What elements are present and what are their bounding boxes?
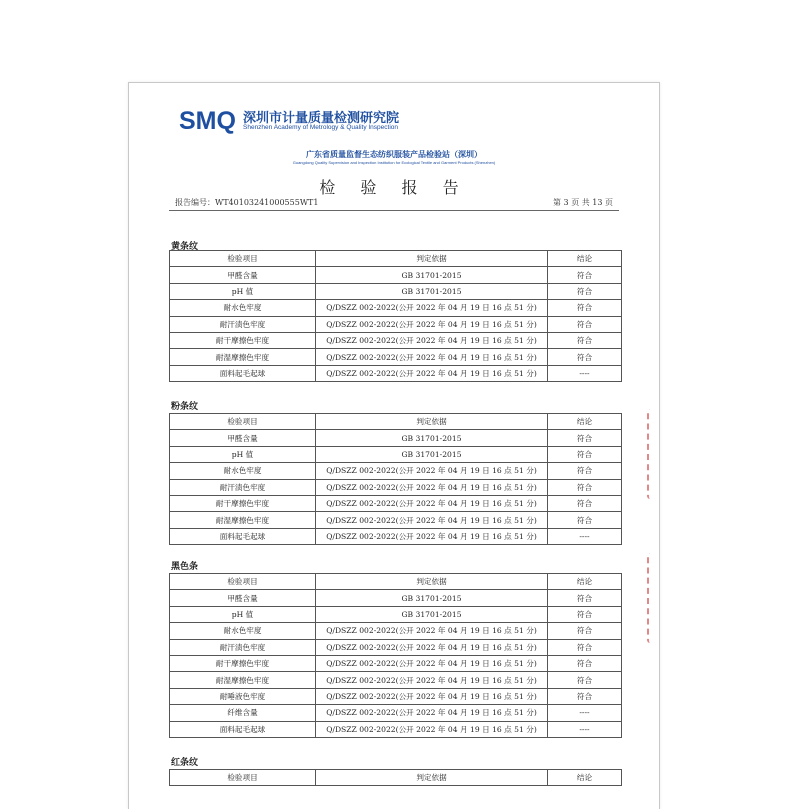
conclusion-cell: 符合 [548, 283, 622, 299]
item-cell: pH 值 [170, 446, 316, 462]
basis-cell: GB 31701-2015 [316, 283, 548, 299]
section-title: 红条纹 [171, 758, 199, 768]
item-cell: 耐汗渍色牢度 [170, 639, 316, 655]
report-number: 报告编号：WT40103241000555WT1 [175, 198, 319, 207]
column-header: 检验项目 [170, 574, 316, 590]
column-header: 判定依据 [316, 251, 548, 267]
basis-cell: Q/DSZZ 002-2022(公开 2022 年 04 月 19 日 16 点 51 分) [316, 495, 548, 511]
conclusion-cell: ---- [548, 365, 622, 381]
conclusion-cell: 符合 [548, 463, 622, 479]
table-row [170, 267, 622, 283]
conclusion-cell: 符合 [548, 479, 622, 495]
table-row [170, 349, 622, 365]
table-row [170, 332, 622, 348]
basis-cell: Q/DSZZ 002-2022(公开 2022 年 04 月 19 日 16 点 51 分) [316, 528, 548, 544]
page-info: 第 3 页 共 13 页 [553, 198, 613, 207]
table-row [170, 365, 622, 381]
table-row [170, 479, 622, 495]
conclusion-cell: 符合 [548, 672, 622, 688]
conclusion-cell: 符合 [548, 332, 622, 348]
basis-cell: GB 31701-2015 [316, 446, 548, 462]
column-header: 判定依据 [316, 770, 548, 786]
basis-cell: Q/DSZZ 002-2022(公开 2022 年 04 月 19 日 16 点 51 分) [316, 332, 548, 348]
basis-cell: GB 31701-2015 [316, 430, 548, 446]
report-page [128, 82, 660, 809]
basis-cell: GB 31701-2015 [316, 590, 548, 606]
header-divider [169, 210, 619, 211]
table-row [170, 300, 622, 316]
table-row [170, 463, 622, 479]
conclusion-cell: 符合 [548, 446, 622, 462]
table-row [170, 446, 622, 462]
basis-cell: Q/DSZZ 002-2022(公开 2022 年 04 月 19 日 16 点 51 分) [316, 623, 548, 639]
inspection-table [169, 413, 622, 545]
basis-cell: Q/DSZZ 002-2022(公开 2022 年 04 月 19 日 16 点 51 分) [316, 463, 548, 479]
table-header-row [170, 574, 622, 590]
column-header: 检验项目 [170, 251, 316, 267]
basis-cell: Q/DSZZ 002-2022(公开 2022 年 04 月 19 日 16 点 51 分) [316, 672, 548, 688]
conclusion-cell: 符合 [548, 623, 622, 639]
table-row [170, 512, 622, 528]
conclusion-cell: ---- [548, 705, 622, 721]
conclusion-cell: 符合 [548, 590, 622, 606]
item-cell: 耐湿摩擦色牢度 [170, 512, 316, 528]
item-cell: 耐汗渍色牢度 [170, 316, 316, 332]
column-header: 结论 [548, 414, 622, 430]
section-title: 黑色条 [171, 562, 199, 572]
column-header: 检验项目 [170, 770, 316, 786]
section-title: 黄条纹 [171, 242, 199, 252]
item-cell: 甲醛含量 [170, 590, 316, 606]
institution-name-en: Guangdong Quality Supervision and Inspection Institution for Ecological Textile and Garment Products (Shenzhen) [292, 160, 496, 165]
basis-cell: GB 31701-2015 [316, 267, 548, 283]
item-cell: 耐水色牢度 [170, 623, 316, 639]
conclusion-cell: 符合 [548, 349, 622, 365]
conclusion-cell: 符合 [548, 316, 622, 332]
table-row [170, 688, 622, 704]
conclusion-cell: 符合 [548, 688, 622, 704]
item-cell: pH 值 [170, 606, 316, 622]
table-header-row [170, 414, 622, 430]
basis-cell: Q/DSZZ 002-2022(公开 2022 年 04 月 19 日 16 点 51 分) [316, 512, 548, 528]
conclusion-cell: 符合 [548, 495, 622, 511]
column-header: 判定依据 [316, 414, 548, 430]
item-cell: 耐湿摩擦色牢度 [170, 349, 316, 365]
item-cell: 耐唾液色牢度 [170, 688, 316, 704]
basis-cell: Q/DSZZ 002-2022(公开 2022 年 04 月 19 日 16 点 51 分) [316, 300, 548, 316]
inspection-table [169, 573, 622, 738]
item-cell: 面料起毛起球 [170, 528, 316, 544]
item-cell: 耐干摩擦色牢度 [170, 495, 316, 511]
column-header: 结论 [548, 770, 622, 786]
basis-cell: GB 31701-2015 [316, 606, 548, 622]
table-row [170, 721, 622, 737]
item-cell: 耐水色牢度 [170, 463, 316, 479]
table-row [170, 606, 622, 622]
conclusion-cell: 符合 [548, 300, 622, 316]
table-row [170, 623, 622, 639]
basis-cell: Q/DSZZ 002-2022(公开 2022 年 04 月 19 日 16 点 51 分) [316, 688, 548, 704]
conclusion-cell: 符合 [548, 639, 622, 655]
seal-stamp-mark [647, 553, 663, 643]
inspection-table [169, 250, 622, 382]
item-cell: 纤维含量 [170, 705, 316, 721]
conclusion-cell: 符合 [548, 430, 622, 446]
item-cell: 耐湿摩擦色牢度 [170, 672, 316, 688]
conclusion-cell: 符合 [548, 606, 622, 622]
item-cell: 甲醛含量 [170, 430, 316, 446]
item-cell: 耐汗渍色牢度 [170, 479, 316, 495]
report-title: 检 验 报 告 [319, 178, 469, 197]
basis-cell: Q/DSZZ 002-2022(公开 2022 年 04 月 19 日 16 点 51 分) [316, 479, 548, 495]
basis-cell: Q/DSZZ 002-2022(公开 2022 年 04 月 19 日 16 点 51 分) [316, 349, 548, 365]
basis-cell: Q/DSZZ 002-2022(公开 2022 年 04 月 19 日 16 点 51 分) [316, 365, 548, 381]
seal-stamp-mark [647, 409, 663, 499]
table-row [170, 495, 622, 511]
conclusion-cell: 符合 [548, 512, 622, 528]
institution-name-cn: 广东省质量监督生态纺织服装产品检验站（深圳） [306, 150, 482, 159]
item-cell: pH 值 [170, 283, 316, 299]
column-header: 判定依据 [316, 574, 548, 590]
basis-cell: Q/DSZZ 002-2022(公开 2022 年 04 月 19 日 16 点 51 分) [316, 721, 548, 737]
column-header: 结论 [548, 574, 622, 590]
item-cell: 面料起毛起球 [170, 721, 316, 737]
section-title: 粉条纹 [171, 402, 199, 412]
table-row [170, 705, 622, 721]
column-header: 检验项目 [170, 414, 316, 430]
item-cell: 耐水色牢度 [170, 300, 316, 316]
basis-cell: Q/DSZZ 002-2022(公开 2022 年 04 月 19 日 16 点 51 分) [316, 639, 548, 655]
basis-cell: Q/DSZZ 002-2022(公开 2022 年 04 月 19 日 16 点 51 分) [316, 316, 548, 332]
logo-chinese-name: 深圳市计量质量检测研究院 [243, 111, 400, 126]
table-row [170, 590, 622, 606]
item-cell: 耐干摩擦色牢度 [170, 332, 316, 348]
table-row [170, 283, 622, 299]
item-cell: 面料起毛起球 [170, 365, 316, 381]
logo-mark: SMQ [179, 107, 236, 135]
table-row [170, 430, 622, 446]
table-row [170, 528, 622, 544]
table-row [170, 672, 622, 688]
table-row [170, 655, 622, 671]
table-row [170, 639, 622, 655]
basis-cell: Q/DSZZ 002-2022(公开 2022 年 04 月 19 日 16 点 51 分) [316, 705, 548, 721]
conclusion-cell: ---- [548, 528, 622, 544]
item-cell: 耐干摩擦色牢度 [170, 655, 316, 671]
table-header-row [170, 251, 622, 267]
inspection-table [169, 769, 622, 786]
conclusion-cell: 符合 [548, 655, 622, 671]
column-header: 结论 [548, 251, 622, 267]
conclusion-cell: 符合 [548, 267, 622, 283]
conclusion-cell: ---- [548, 721, 622, 737]
table-row [170, 316, 622, 332]
basis-cell: Q/DSZZ 002-2022(公开 2022 年 04 月 19 日 16 点 51 分) [316, 655, 548, 671]
item-cell: 甲醛含量 [170, 267, 316, 283]
logo-english-name: Shenzhen Academy of Metrology & Quality Inspection [243, 124, 399, 131]
table-header-row [170, 770, 622, 786]
